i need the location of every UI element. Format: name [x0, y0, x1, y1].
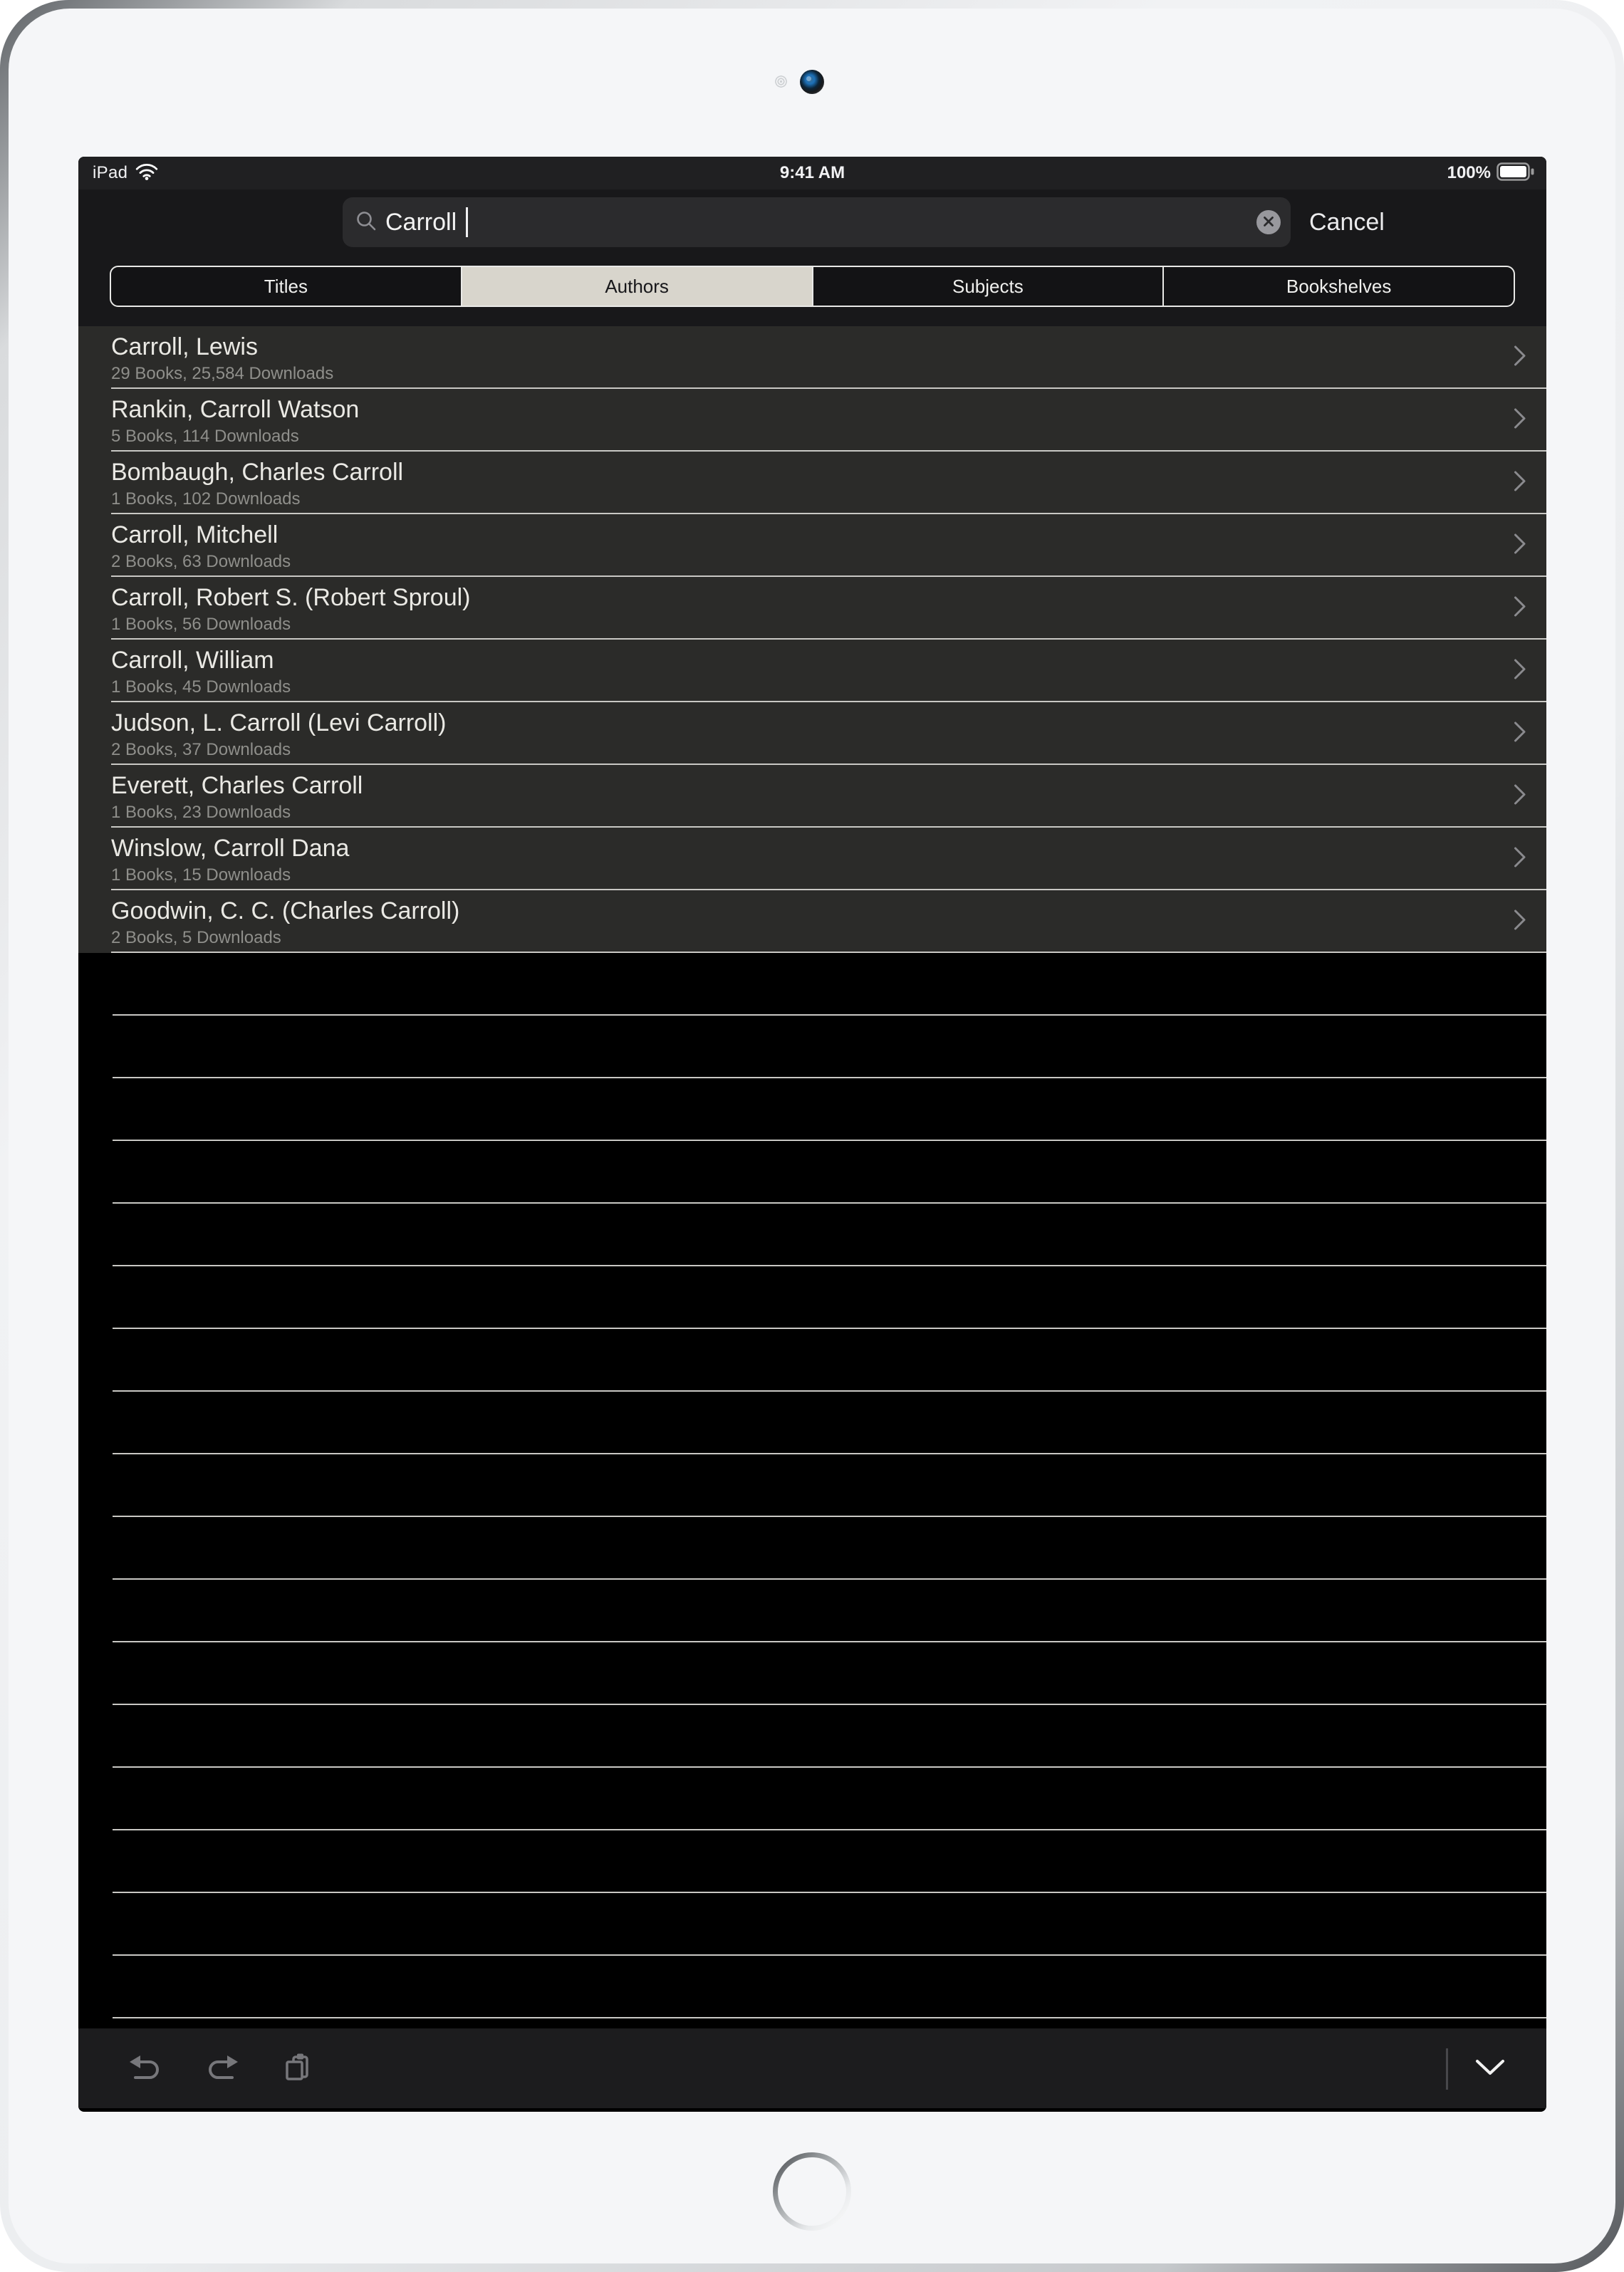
- chevron-right-icon: [1514, 784, 1526, 809]
- clock: 9:41 AM: [779, 163, 845, 182]
- author-result-row[interactable]: [78, 577, 1546, 640]
- author-stats: 1 Books, 15 Downloads: [111, 865, 291, 885]
- chevron-right-icon: [1514, 596, 1526, 621]
- empty-list-row: [78, 1517, 1546, 1580]
- cancel-button[interactable]: Cancel: [1302, 197, 1392, 247]
- author-result-row[interactable]: [78, 452, 1546, 514]
- toolbar-divider: [1446, 2048, 1448, 2090]
- chevron-right-icon: [1514, 721, 1526, 746]
- tab-label: Bookshelves: [1286, 275, 1392, 297]
- redo-button[interactable]: [206, 2055, 239, 2083]
- empty-list-row: [78, 1016, 1546, 1078]
- edit-actions: [129, 2028, 311, 2108]
- author-name: Carroll, Mitchell: [111, 521, 279, 548]
- author-stats: 1 Books, 23 Downloads: [111, 803, 291, 822]
- author-result-row[interactable]: [78, 326, 1546, 389]
- author-stats: 5 Books, 114 Downloads: [111, 427, 299, 446]
- author-stats: 2 Books, 63 Downloads: [111, 552, 291, 571]
- empty-list-row: [78, 1768, 1546, 1830]
- author-result-row[interactable]: [78, 828, 1546, 890]
- tab-label: Authors: [605, 275, 669, 297]
- keyboard-shortcut-bar: [78, 2028, 1546, 2108]
- scope-segmented-control: [110, 266, 1515, 307]
- author-name: Goodwin, C. C. (Charles Carroll): [111, 897, 460, 924]
- empty-list-row: [78, 1329, 1546, 1392]
- author-name: Judson, L. Carroll (Levi Carroll): [111, 709, 447, 736]
- empty-list-row: [78, 1642, 1546, 1705]
- author-result-row[interactable]: [78, 765, 1546, 828]
- search-query-text: Carroll: [385, 208, 457, 236]
- clear-circle-icon: [1263, 216, 1274, 229]
- author-name: Rankin, Carroll Watson: [111, 396, 360, 423]
- author-name: Carroll, William: [111, 647, 274, 674]
- chevron-right-icon: [1514, 408, 1526, 433]
- author-result-row[interactable]: [78, 389, 1546, 452]
- empty-list-row: [78, 1204, 1546, 1266]
- author-name: Winslow, Carroll Dana: [111, 835, 350, 862]
- empty-list-row: [78, 1454, 1546, 1517]
- chevron-down-icon: [1475, 2059, 1505, 2078]
- status-left: [93, 157, 159, 189]
- battery-percent-label: 100%: [1447, 163, 1491, 182]
- empty-list-area: [78, 953, 1546, 2018]
- empty-list-row: [78, 1266, 1546, 1329]
- battery-icon: [1497, 162, 1535, 184]
- empty-list-row: [78, 1705, 1546, 1768]
- undo-button[interactable]: [129, 2055, 162, 2083]
- author-result-row[interactable]: [78, 702, 1546, 765]
- magnifier-icon: [355, 210, 377, 235]
- clear-search-button[interactable]: [1256, 210, 1281, 234]
- chevron-right-icon: [1514, 847, 1526, 872]
- redo-icon: [206, 2055, 239, 2083]
- author-stats: 29 Books, 25,584 Downloads: [111, 364, 334, 383]
- empty-list-row: [78, 1893, 1546, 1956]
- status-bar: [78, 157, 1546, 189]
- chevron-right-icon: [1514, 471, 1526, 496]
- paste-button[interactable]: [283, 2052, 311, 2085]
- status-right: [1447, 157, 1535, 189]
- wifi-icon: [135, 162, 159, 184]
- tab-bookshelves[interactable]: [1164, 267, 1514, 306]
- app-screen: [78, 157, 1546, 2112]
- front-camera: [800, 70, 824, 94]
- author-result-row[interactable]: [78, 890, 1546, 953]
- author-name: Carroll, Lewis: [111, 333, 258, 360]
- empty-list-row: [78, 1392, 1546, 1454]
- author-name: Everett, Charles Carroll: [111, 772, 363, 799]
- undo-icon: [129, 2055, 162, 2083]
- chevron-right-icon: [1514, 345, 1526, 370]
- home-button[interactable]: [773, 2152, 851, 2231]
- author-stats: 1 Books, 102 Downloads: [111, 489, 301, 509]
- tab-subjects[interactable]: [813, 267, 1165, 306]
- empty-list-row: [78, 1830, 1546, 1893]
- text-cursor: [466, 207, 468, 237]
- paste-icon: [283, 2052, 311, 2085]
- carrier-label: iPad: [93, 163, 128, 182]
- author-stats: 1 Books, 45 Downloads: [111, 677, 291, 697]
- tab-label: Titles: [264, 275, 308, 297]
- empty-list-row: [78, 1141, 1546, 1204]
- empty-list-row: [78, 1956, 1546, 2018]
- tab-label: Subjects: [952, 275, 1024, 297]
- author-stats: 2 Books, 37 Downloads: [111, 740, 291, 759]
- empty-list-row: [78, 1078, 1546, 1141]
- author-name: Carroll, Robert S. (Robert Sproul): [111, 584, 471, 611]
- author-result-row[interactable]: [78, 514, 1546, 577]
- author-name: Bombaugh, Charles Carroll: [111, 459, 404, 486]
- author-result-row[interactable]: [78, 640, 1546, 702]
- dismiss-keyboard-button[interactable]: [1472, 2053, 1509, 2084]
- chevron-right-icon: [1514, 533, 1526, 558]
- tab-titles[interactable]: [111, 267, 462, 306]
- search-input[interactable]: [343, 197, 1291, 247]
- author-stats: 2 Books, 5 Downloads: [111, 928, 281, 947]
- chevron-right-icon: [1514, 659, 1526, 684]
- chevron-right-icon: [1514, 910, 1526, 934]
- tab-authors[interactable]: [462, 267, 813, 306]
- ambient-light-sensor: [775, 75, 787, 88]
- author-stats: 1 Books, 56 Downloads: [111, 615, 291, 634]
- author-results-list: [78, 326, 1546, 953]
- empty-list-row: [78, 1580, 1546, 1642]
- search-header: [78, 189, 1546, 326]
- empty-list-row: [78, 953, 1546, 1016]
